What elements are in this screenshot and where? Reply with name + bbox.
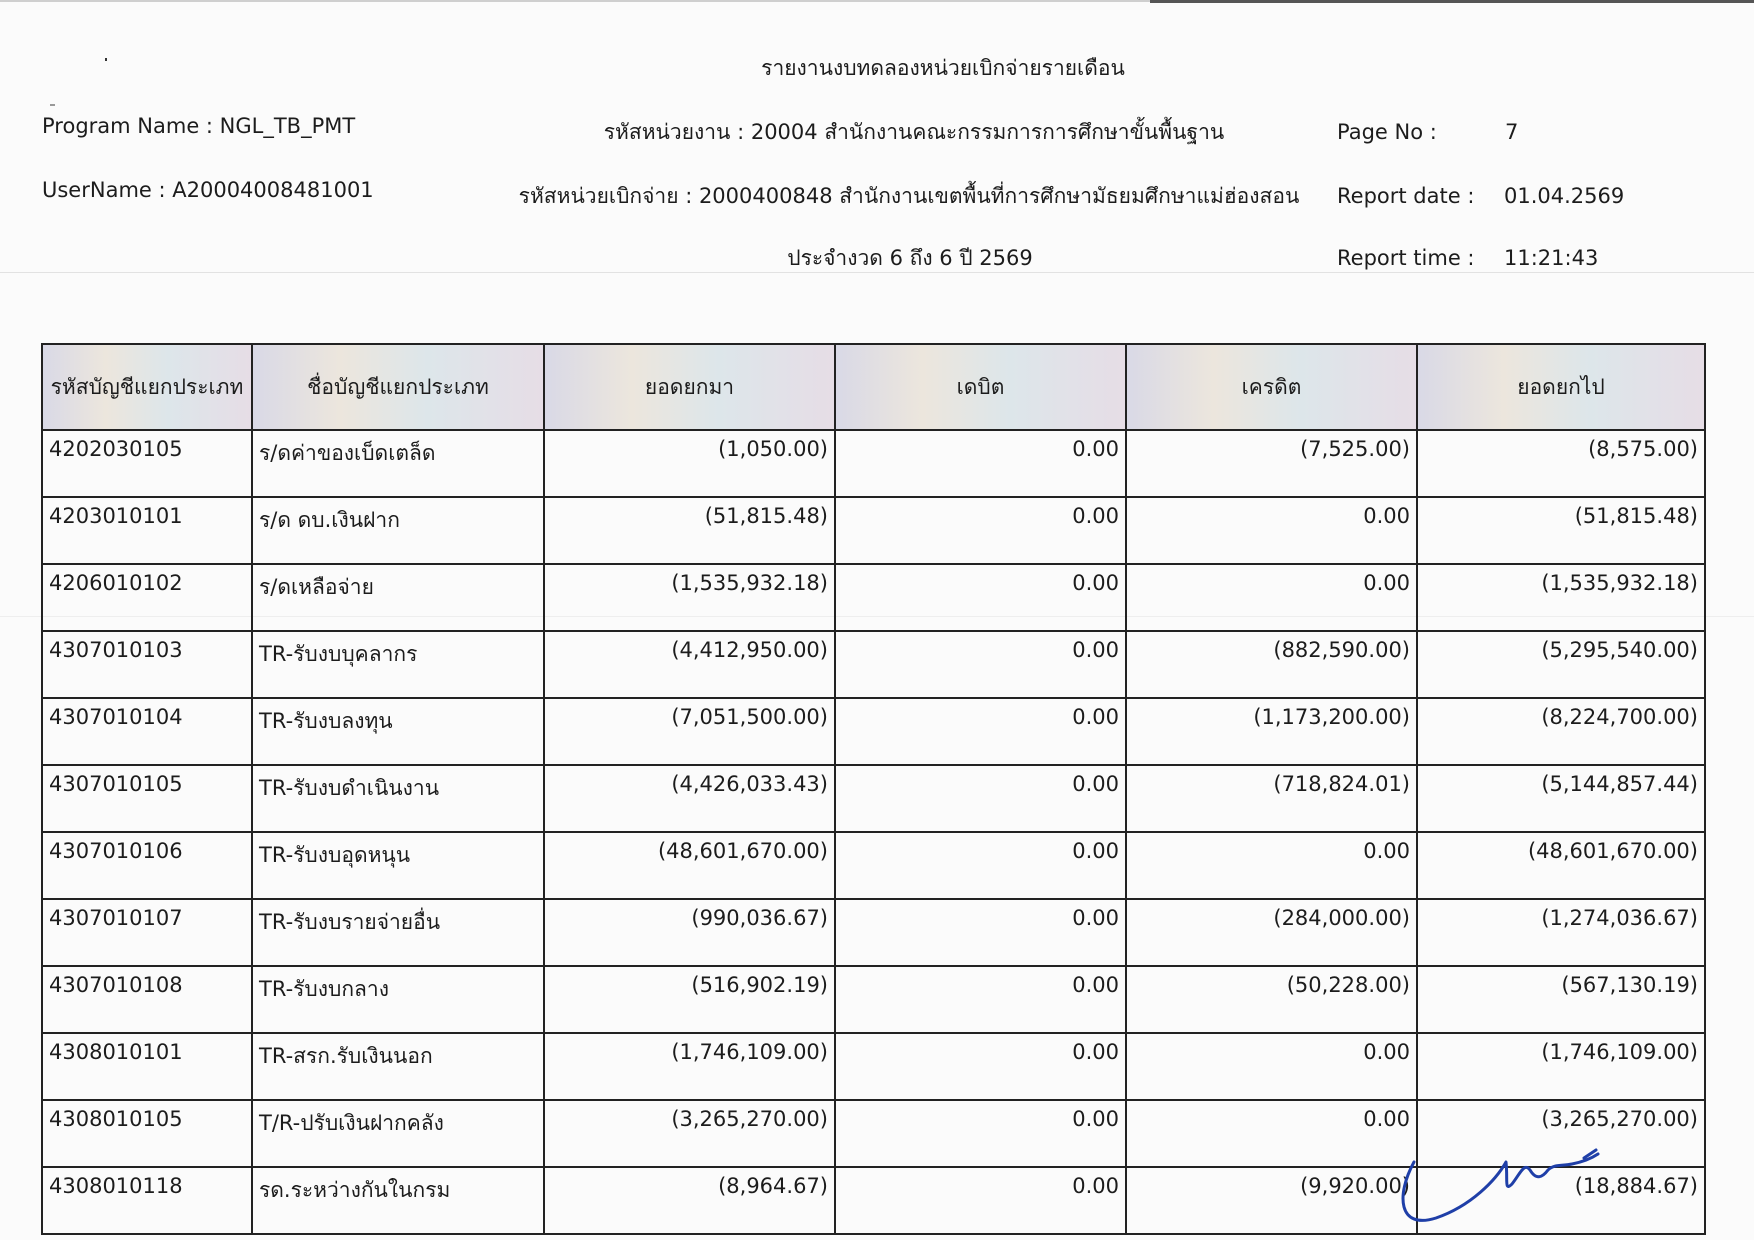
debit: 0.00 — [835, 430, 1126, 497]
account-code: 4307010108 — [42, 966, 252, 1033]
closing-balance: (48,601,670.00) — [1417, 832, 1705, 899]
table-row — [42, 1033, 1705, 1100]
header-credit: เครดิต — [1126, 344, 1417, 430]
opening-balance: (4,426,033.43) — [544, 765, 835, 832]
table-row — [42, 966, 1705, 1033]
debit: 0.00 — [835, 631, 1126, 698]
account-name: TR-สรก.รับเงินนอก — [252, 1033, 544, 1100]
closing-balance: (51,815.48) — [1417, 497, 1705, 564]
header-opening-balance: ยอดยกมา — [544, 344, 835, 430]
report-date-label: Report date : — [1337, 184, 1475, 208]
account-name: ร/ดค่าของเบ็ดเตล็ด — [252, 430, 544, 497]
table-header-row — [42, 344, 1705, 430]
debit: 0.00 — [835, 497, 1126, 564]
table-row — [42, 430, 1705, 497]
page-no-label: Page No : — [1337, 120, 1437, 144]
scan-speck — [50, 104, 55, 106]
closing-balance: (8,575.00) — [1417, 430, 1705, 497]
account-code: 4307010104 — [42, 698, 252, 765]
opening-balance: (8,964.67) — [544, 1167, 835, 1234]
trial-balance-table — [41, 343, 1706, 1235]
closing-balance: (567,130.19) — [1417, 966, 1705, 1033]
account-code: 4202030105 — [42, 430, 252, 497]
debit: 0.00 — [835, 765, 1126, 832]
opening-balance: (48,601,670.00) — [544, 832, 835, 899]
credit: (50,228.00) — [1126, 966, 1417, 1033]
opening-balance: (516,902.19) — [544, 966, 835, 1033]
table-row — [42, 631, 1705, 698]
account-name: TR-รับงบดำเนินงาน — [252, 765, 544, 832]
scan-top-edge-shadow — [1150, 0, 1754, 3]
debit: 0.00 — [835, 1167, 1126, 1234]
opening-balance: (1,050.00) — [544, 430, 835, 497]
program-name: Program Name : NGL_TB_PMT — [42, 114, 356, 138]
report-time-label: Report time : — [1337, 246, 1475, 270]
closing-balance: (5,144,857.44) — [1417, 765, 1705, 832]
header-closing-balance: ยอดยกไป — [1417, 344, 1705, 430]
credit: 0.00 — [1126, 1033, 1417, 1100]
disbursing-unit-line: รหัสหน่วยเบิกจ่าย : 2000400848 สำนักงานเขตพื้นที่การศึกษามัธยมศึกษาแม่ฮ่องสอน — [518, 184, 1300, 208]
header-debit: เดบิต — [835, 344, 1126, 430]
account-code: 4307010106 — [42, 832, 252, 899]
account-code: 4307010105 — [42, 765, 252, 832]
account-code: 4307010107 — [42, 899, 252, 966]
opening-balance: (51,815.48) — [544, 497, 835, 564]
account-code: 4206010102 — [42, 564, 252, 631]
closing-balance: (1,274,036.67) — [1417, 899, 1705, 966]
account-code: 4308010105 — [42, 1100, 252, 1167]
table-row — [42, 832, 1705, 899]
table-row — [42, 899, 1705, 966]
header-account-name: ชื่อบัญชีแยกประเภท — [252, 344, 544, 430]
credit: 0.00 — [1126, 1100, 1417, 1167]
header-account-code: รหัสบัญชีแยกประเภท — [42, 344, 252, 430]
table-row — [42, 497, 1705, 564]
account-name: T/R-ปรับเงินฝากคลัง — [252, 1100, 544, 1167]
credit: (882,590.00) — [1126, 631, 1417, 698]
period-line: ประจำงวด 6 ถึง 6 ปี 2569 — [787, 246, 1033, 270]
opening-balance: (7,051,500.00) — [544, 698, 835, 765]
account-code: 4308010101 — [42, 1033, 252, 1100]
account-code: 4308010118 — [42, 1167, 252, 1234]
report-title: รายงานงบทดลองหน่วยเบิกจ่ายรายเดือน — [761, 56, 1125, 80]
user-name: UserName : A20004008481001 — [42, 178, 374, 202]
account-name: รด.ระหว่างกันในกรม — [252, 1167, 544, 1234]
opening-balance: (1,746,109.00) — [544, 1033, 835, 1100]
closing-balance: (8,224,700.00) — [1417, 698, 1705, 765]
account-name: TR-รับงบลงทุน — [252, 698, 544, 765]
credit: (718,824.01) — [1126, 765, 1417, 832]
closing-balance: (5,295,540.00) — [1417, 631, 1705, 698]
table-row — [42, 564, 1705, 631]
credit: (284,000.00) — [1126, 899, 1417, 966]
table-row — [42, 698, 1705, 765]
handwritten-signature-icon — [1396, 1140, 1606, 1240]
report-date-value: 01.04.2569 — [1504, 184, 1625, 208]
closing-balance: (3,265,270.00) — [1417, 1100, 1705, 1167]
credit: (1,173,200.00) — [1126, 698, 1417, 765]
table-row — [42, 765, 1705, 832]
debit: 0.00 — [835, 564, 1126, 631]
closing-balance: (1,746,109.00) — [1417, 1033, 1705, 1100]
account-name: ร/ด ดบ.เงินฝาก — [252, 497, 544, 564]
report-time-value: 11:21:43 — [1504, 246, 1599, 270]
debit: 0.00 — [835, 899, 1126, 966]
credit: 0.00 — [1126, 832, 1417, 899]
closing-balance: (1,535,932.18) — [1417, 564, 1705, 631]
credit: 0.00 — [1126, 564, 1417, 631]
account-name: TR-รับงบกลาง — [252, 966, 544, 1033]
debit: 0.00 — [835, 966, 1126, 1033]
agency-line: รหัสหน่วยงาน : 20004 สำนักงานคณะกรรมการการศึกษาขั้นพื้นฐาน — [603, 120, 1225, 144]
debit: 0.00 — [835, 832, 1126, 899]
scan-speck — [105, 58, 107, 61]
opening-balance: (1,535,932.18) — [544, 564, 835, 631]
account-name: TR-รับงบบุคลากร — [252, 631, 544, 698]
credit: (9,920.00) — [1126, 1167, 1417, 1234]
account-name: TR-รับงบรายจ่ายอื่น — [252, 899, 544, 966]
debit: 0.00 — [835, 698, 1126, 765]
account-name: TR-รับงบอุดหนุน — [252, 832, 544, 899]
closing-balance: (18,884.67) — [1417, 1167, 1705, 1234]
account-code: 4203010101 — [42, 497, 252, 564]
page-no-value: 7 — [1505, 120, 1519, 144]
opening-balance: (990,036.67) — [544, 899, 835, 966]
account-name: ร/ดเหลือจ่าย — [252, 564, 544, 631]
debit: 0.00 — [835, 1100, 1126, 1167]
credit: 0.00 — [1126, 497, 1417, 564]
opening-balance: (3,265,270.00) — [544, 1100, 835, 1167]
account-code: 4307010103 — [42, 631, 252, 698]
opening-balance: (4,412,950.00) — [544, 631, 835, 698]
credit: (7,525.00) — [1126, 430, 1417, 497]
debit: 0.00 — [835, 1033, 1126, 1100]
